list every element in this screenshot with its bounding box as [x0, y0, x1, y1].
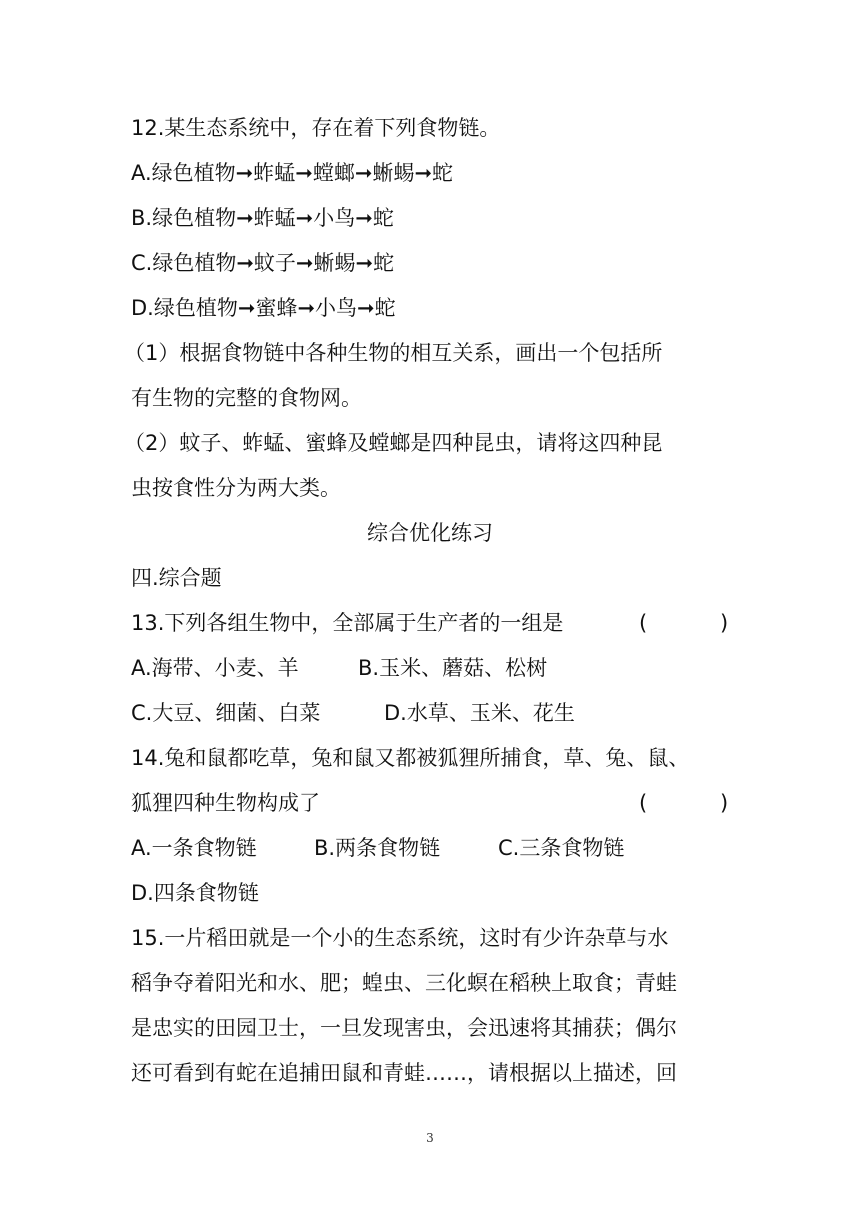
q14-option-a: A.一条食物链 [131, 836, 257, 860]
q15-line4: 还可看到有蛇在追捕田鼠和青蛙……，请根据以上描述，回 [131, 1061, 677, 1085]
q13-paren-open: ( [639, 611, 648, 635]
q12-option-c: C.绿色植物➞蚊子➞蜥蜴➞蛇 [131, 251, 395, 275]
q12-option-a: A.绿色植物➞蚱蜢➞螳螂➞蜥蜴➞蛇 [131, 161, 454, 185]
q14-option-d: D.四条食物链 [131, 881, 259, 905]
q13-option-b: B.玉米、蘑菇、松树 [358, 656, 548, 680]
section-title: 综合优化练习 [367, 521, 493, 545]
q14-stem-line2: 狐狸四种生物构成了 [131, 791, 320, 815]
q15-line2: 稻争夺着阳光和水、肥；蝗虫、三化螟在稻秧上取食；青蛙 [131, 971, 677, 995]
q13-paren-close: ) [720, 611, 729, 635]
q12-sub1-line1: （1）根据食物链中各种生物的相互关系，画出一个包括所 [124, 341, 663, 365]
q12-sub2-line1: （2）蚊子、蚱蜢、蜜蜂及螳螂是四种昆虫，请将这四种昆 [124, 431, 663, 455]
q12-sub2-line2: 虫按食性分为两大类。 [131, 476, 341, 500]
q12-stem: 12.某生态系统中，存在着下列食物链。 [131, 116, 501, 140]
q14-paren-close: ) [720, 791, 729, 815]
q14-paren-open: ( [639, 791, 648, 815]
q15-line3: 是忠实的田园卫士，一旦发现害虫，会迅速将其捕获；偶尔 [131, 1016, 677, 1040]
page-number: 3 [426, 1131, 434, 1145]
q14-stem-line1: 14.兔和鼠都吃草，兔和鼠又都被狐狸所捕食，草、兔、鼠、 [131, 746, 690, 770]
q14-option-c: C.三条食物链 [498, 836, 625, 860]
q12-option-d: D.绿色植物➞蜜蜂➞小鸟➞蛇 [131, 296, 396, 320]
q13-option-c: C.大豆、细菌、白菜 [131, 701, 321, 725]
q13-option-a: A.海带、小麦、羊 [131, 656, 299, 680]
q12-option-b: B.绿色植物➞蚱蜢➞小鸟➞蛇 [131, 206, 394, 230]
q13-stem: 13.下列各组生物中，全部属于生产者的一组是 [131, 611, 564, 635]
q15-line1: 15.一片稻田就是一个小的生态系统，这时有少许杂草与水 [131, 926, 669, 950]
q14-option-b: B.两条食物链 [314, 836, 441, 860]
q12-sub1-line2: 有生物的完整的食物网。 [131, 386, 362, 410]
part-heading: 四.综合题 [131, 566, 222, 590]
q13-option-d: D.水草、玉米、花生 [384, 701, 575, 725]
